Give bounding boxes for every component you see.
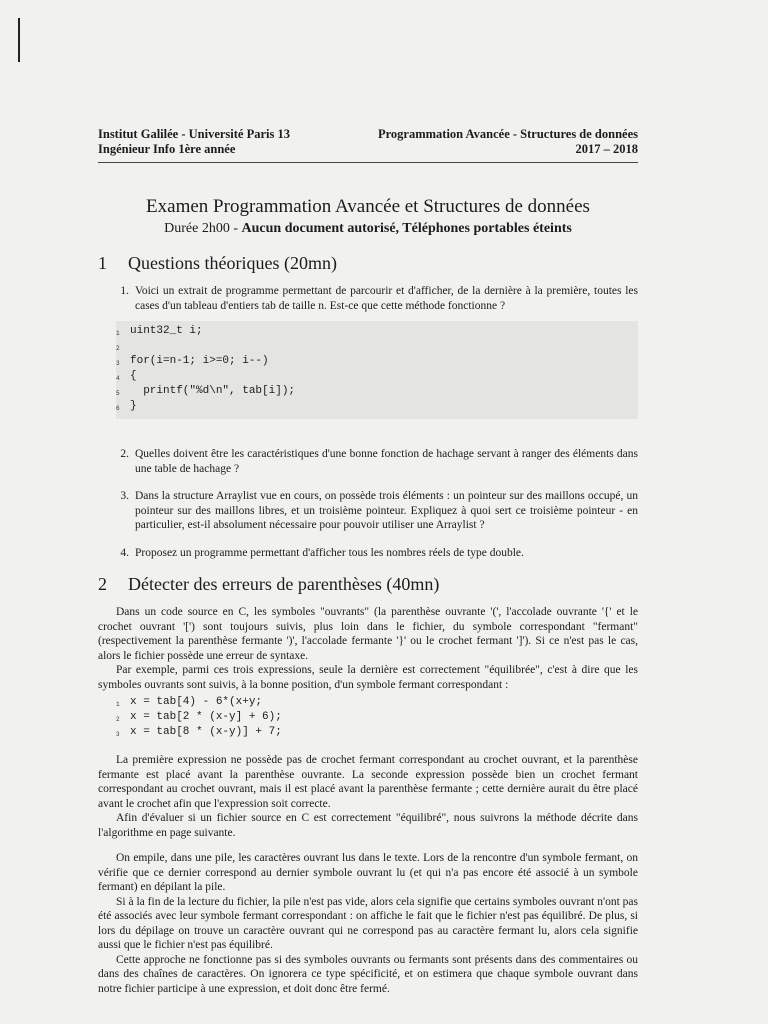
q1-code-block <box>116 321 638 419</box>
section2-heading <box>98 573 638 595</box>
program-year: Ingénieur Info 1ère année <box>98 142 236 156</box>
code-line: 1 x = tab[4) - 6*(x+y; <box>116 696 263 708</box>
question-text: Voici un extrait de programme permettant de parcourir et d'afficher, de la dernière à la première, toutes les cases d'un tableau d'entiers tab de taille n. Est-ce que cette méthode fonctionne ? <box>135 285 638 312</box>
exam-page <box>98 127 638 996</box>
section2-title: Détecter des erreurs de parenthèses (40mn) <box>128 574 440 594</box>
question-text: Quelles doivent être les caractéristiques d'une bonne fonction de hachage servant à ranger des éléments dans une table de hachage ? <box>135 448 638 475</box>
section2-paragraph: Cette approche ne fonctionne pas si des symboles ouvrants ou fermants sont présents dans des commentaires ou dans des chaînes de caractères. On ignorera ce type spécificité, et on estimera que chaque symbole ouvrant dans notre fichier participe à une expression, et doit donc être fermé. <box>98 953 638 995</box>
course-name: Programmation Avancée - Structures de données <box>377 127 638 141</box>
section2-paragraph: Par exemple, parmi ces trois expressions, seule la dernière est correctement "équilibrée", c'est à dire que les symboles ouvrants sont suivis, à la bonne position, d'un symbole fermant correspondant : <box>98 664 638 691</box>
question-list <box>98 284 638 313</box>
academic-year: 2017 – 2018 <box>575 142 638 156</box>
expression-code-block <box>116 696 638 741</box>
header-left <box>98 127 290 157</box>
exam-subtitle <box>98 220 638 238</box>
question-number: 4. <box>120 546 129 559</box>
code-line: 1 uint32_t i; <box>116 325 203 337</box>
code-line: 6 } <box>116 400 137 412</box>
question-list-continued <box>98 447 638 560</box>
code-line: 3 x = tab[8 * (x-y)] + 7; <box>116 726 282 738</box>
header-right <box>378 127 638 157</box>
exam-title: Examen Programmation Avancée et Structures de données <box>146 196 590 217</box>
question-number: 3. <box>120 490 129 502</box>
code-line: 2 x = tab[2 * (x-y] + 6); <box>116 711 282 723</box>
code-line: 4 { <box>116 370 137 382</box>
section2-paragraph: Afin d'évaluer si un fichier source en C est correctement "équilibré", nous suivrons la méthode décrite dans l'algorithme en page suivante. <box>98 812 638 839</box>
code-line: 5 printf("%d\n", tab[i]); <box>116 385 296 397</box>
section1-number: 1 <box>98 253 107 273</box>
question-text: Proposez un programme permettant d'afficher tous les nombres réels de type double. <box>135 546 524 559</box>
exam-rules: Aucun document autorisé, Téléphones portables éteints <box>241 221 572 236</box>
question-text: Dans la structure Arraylist vue en cours, on possède trois éléments : un pointeur sur des maillons occupé, un pointeur sur des maillons libres, et un troisième pointeur. Expliquez à quoi sert ce troisième pointeur - en particulier, est-il absolument nécessaire pour pouvoir utiliser une Arraylist ? <box>135 490 638 531</box>
page-header <box>98 127 638 163</box>
section2-paragraph: Si à la fin de la lecture du fichier, la pile n'est pas vide, alors cela signifie que certains symboles ouvrant n'ont pas été associés avec leur symbole fermant correspondant : on affiche le fait que le fichier n'est pas équilibré. De plus, si lors du dépilage on trouve un caractère ouvrant qui ne correspond pas au caractère fermant lu, alors cela signifie aussi que le fichier n'est pas équilibré. <box>98 895 638 951</box>
section2-number: 2 <box>98 574 107 594</box>
code-line: 3 for(i=n-1; i>=0; i--) <box>116 355 269 367</box>
question-2 <box>98 447 638 476</box>
section2-paragraph: Dans un code source en C, les symboles "ouvrants" (la parenthèse ouvrante '(', l'accolade ouvrante '{' et le crochet ouvrant '[') sont toujours suivis, plus loin dans le fichier, du symbole correspondant "fermant" (respectivement la parenthèse fermante ')', l'accolade fermante '}' ou le crochet fermant ']'). Si ce n'est pas le cas, alors le fichier possède une erreur de syntaxe. <box>98 606 638 662</box>
section2-paragraph: On empile, dans une pile, les caractères ouvrant lus dans le texte. Lors de la rencontre d'un symbole fermant, on vérifie que ce dernier correspond au dernier symbole ouvrant lu (et qui n'a pas encore été associé à un symbole fermant) en dépilant la pile. <box>98 852 638 893</box>
question-number: 1. <box>120 285 129 297</box>
section1-heading <box>98 252 638 274</box>
institution: Institut Galilée - Université Paris 13 <box>98 127 290 141</box>
exam-duration: Durée 2h00 - <box>164 221 242 236</box>
question-4 <box>98 546 638 561</box>
question-1 <box>98 284 638 313</box>
question-3 <box>98 489 638 533</box>
question-number: 2. <box>120 448 129 460</box>
section1-title: Questions théoriques (20mn) <box>128 253 337 273</box>
section2-paragraph: La première expression ne possède pas de crochet fermant correspondant au crochet ouvrant, et la parenthèse fermante est placé avant la parenthèse ouvrante. La seconde expression possède bien un crochet fermant correspondant au crochet ouvrant, mais il est placé avant la parenthèse fermante ; cette dernière aurait du être placé avant le crochet afin que l'expression soit correcte. <box>98 754 638 810</box>
code-line: 2 <box>116 345 120 352</box>
margin-mark <box>18 18 20 62</box>
